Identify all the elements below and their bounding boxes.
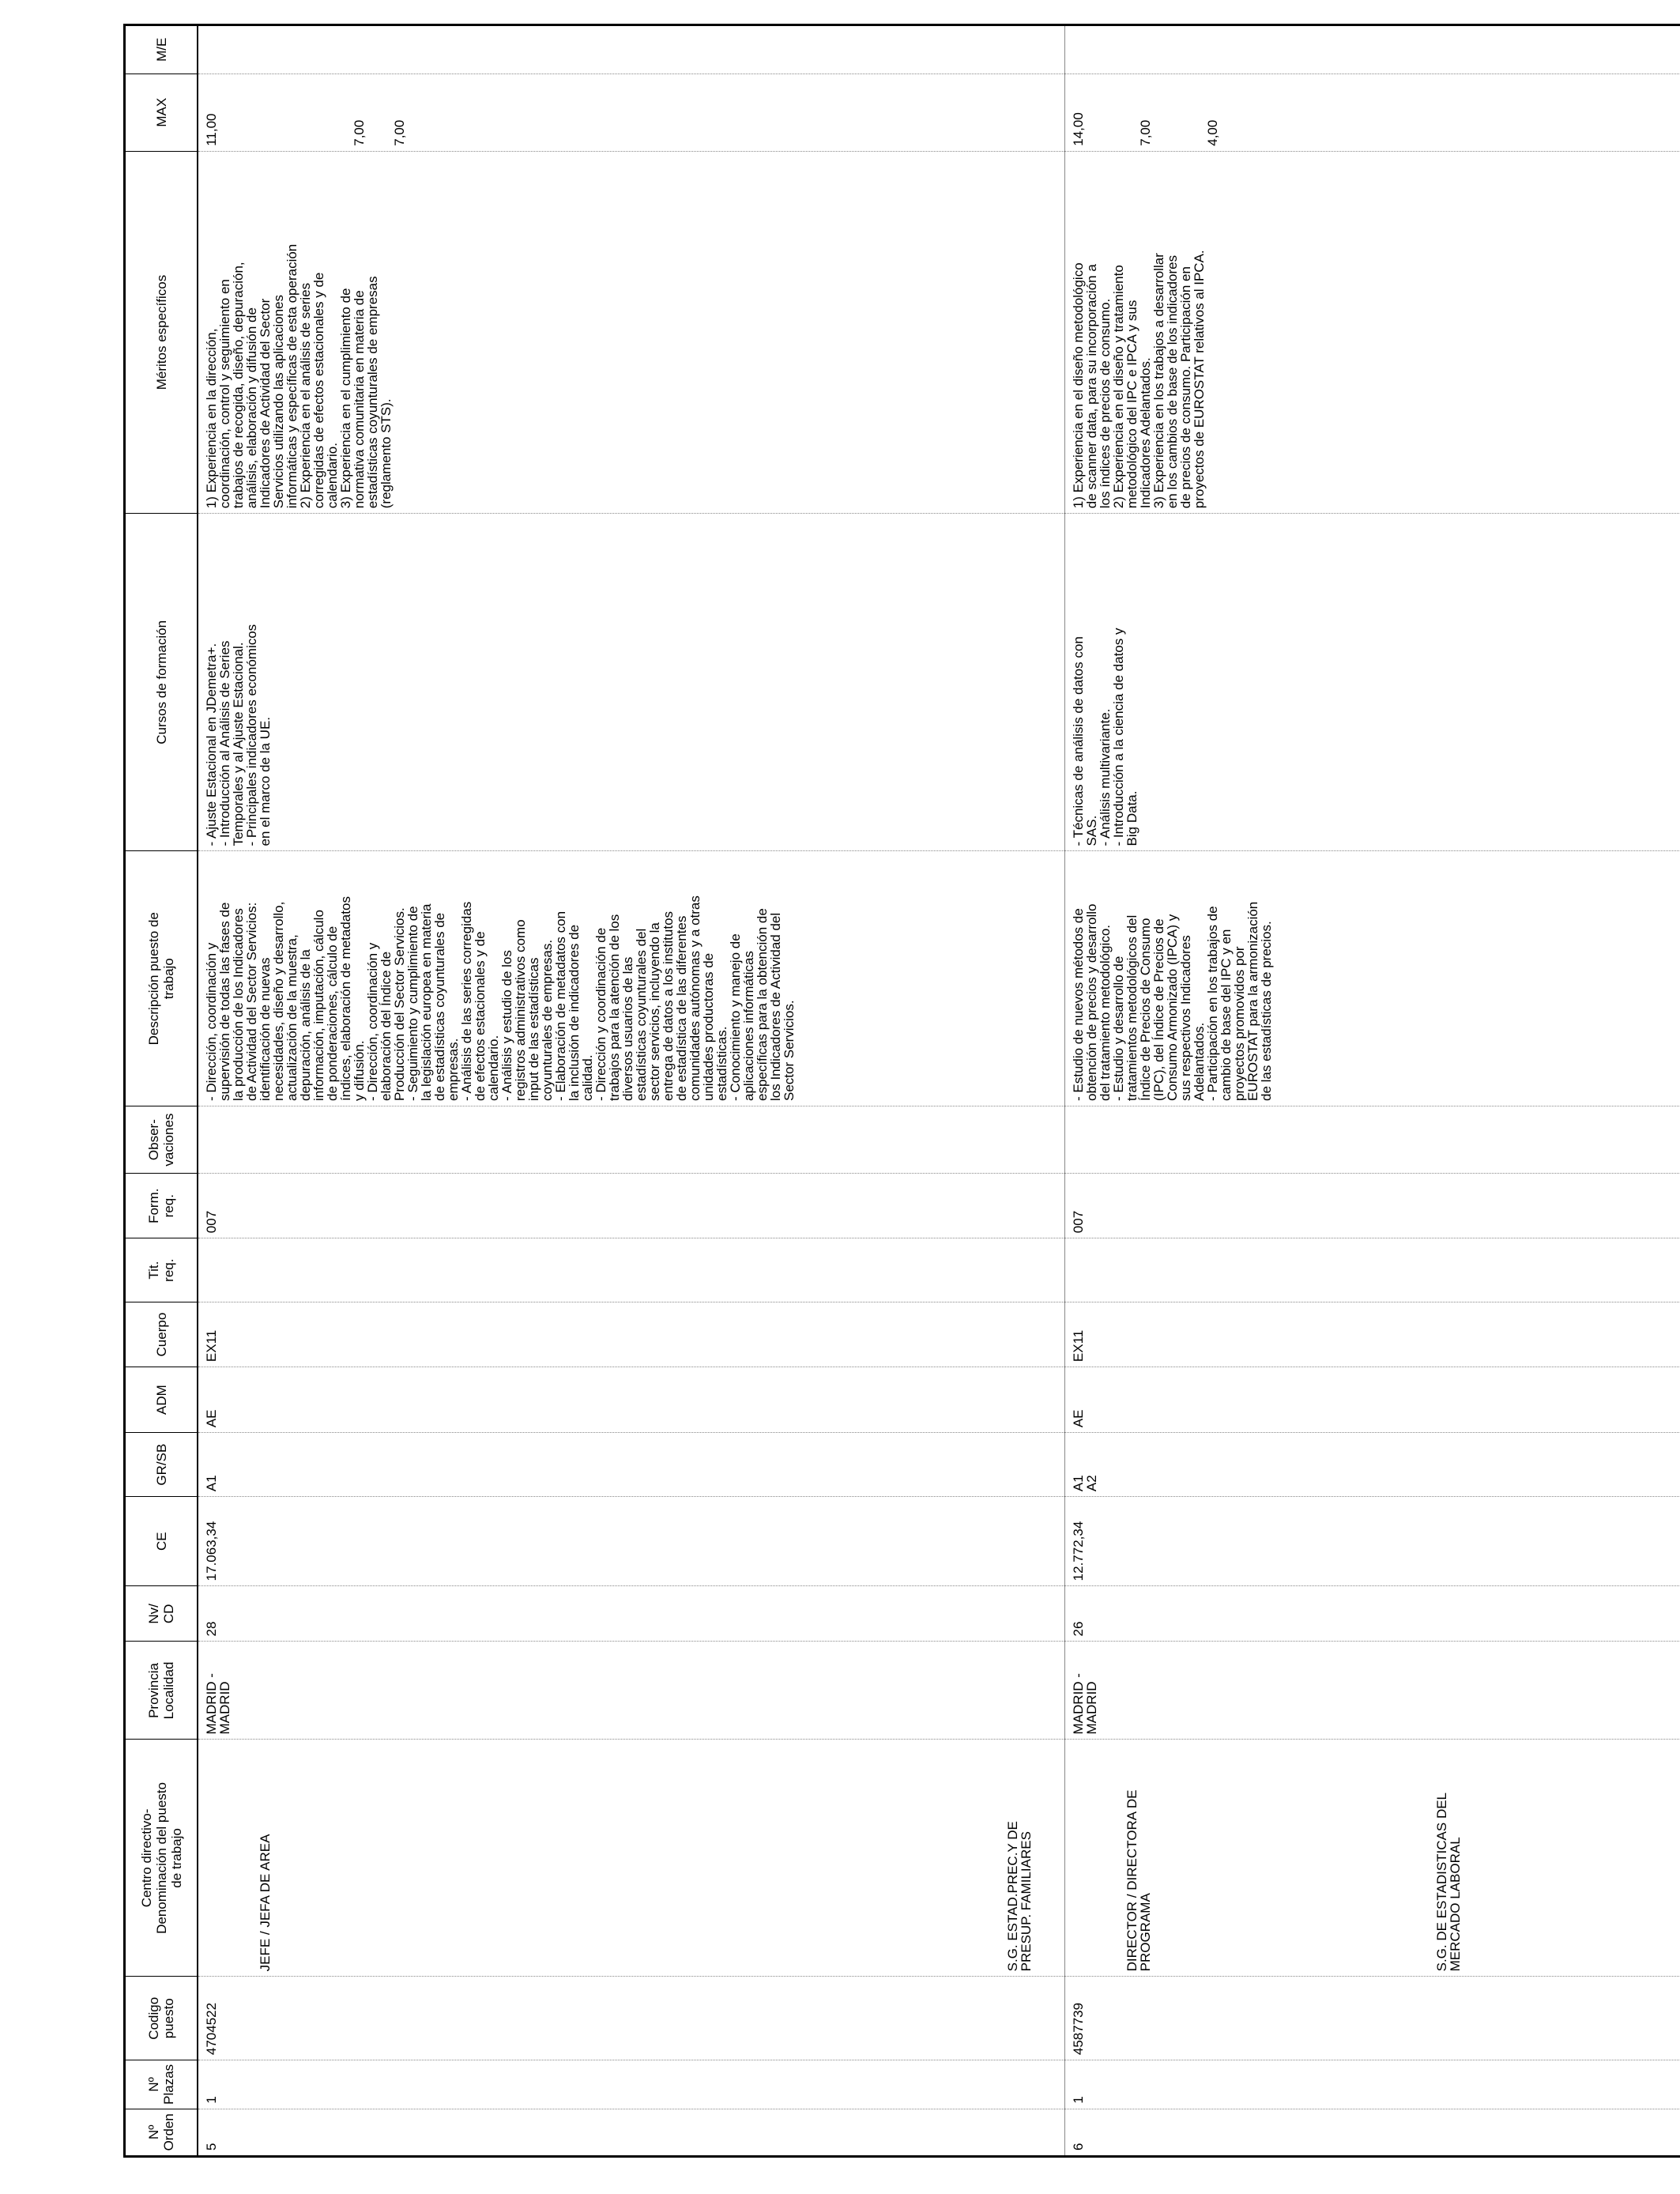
cell-cuerpo: EX11: [1065, 1302, 1680, 1367]
max-score-line: 7,00: [1138, 119, 1153, 146]
col-header-nivel: Nv/ CD: [125, 1586, 198, 1642]
max-score-line: [258, 79, 272, 146]
table-row: [198, 25, 1065, 2157]
cell-titulacion: [1065, 1238, 1680, 1302]
max-score-line: [285, 79, 299, 146]
cell-codigo: 4704522: [198, 1977, 1065, 2060]
max-score-line: [339, 79, 352, 146]
col-header-ce: CE: [125, 1497, 198, 1586]
cell-formacion: 007: [198, 1174, 1065, 1238]
cell-orden: 6: [1065, 2109, 1680, 2156]
max-score-line: [218, 79, 232, 146]
header-row: [125, 25, 198, 2157]
cell-nivel: 26: [1065, 1586, 1680, 1642]
cell-adm: AE: [1065, 1367, 1680, 1433]
max-score-line: [1125, 79, 1139, 146]
cell-nivel: 28: [198, 1586, 1065, 1642]
cell-plazas: 1: [198, 2060, 1065, 2109]
max-score-line: [232, 79, 245, 146]
cell-meritos: 1) Experiencia en el diseño metodológico de scanner data, para su incorporación a los índices de precios de consumo. 2) Experiencia en el diseño y tratamiento metodológico del IPC e IPCA y sus Indicadores Adelantados. 3) Experiencia en los trabajos a desarrollar en los cambios de base de los indicadores de precios de consumo. Participación en proyectos de EUROSTAT relativos al IPCA.: [1065, 151, 1680, 513]
max-score-line: 14,00: [1071, 112, 1086, 146]
max-score-line: [379, 79, 393, 146]
cell-provincia: MADRID - MADRID: [1065, 1642, 1680, 1740]
unit-name-text: S.G. DE ESTADISTICAS DEL MERCADO LABORAL: [1434, 1792, 1463, 1972]
col-header-orden: Nº Orden: [125, 2109, 198, 2156]
centro-block: [232, 1744, 979, 1971]
rotated-page: [123, 24, 1595, 2158]
col-header-observaciones: Obser- vaciones: [125, 1106, 198, 1174]
max-score-line: [326, 79, 339, 146]
max-score-line: [1166, 79, 1179, 146]
denominacion-text: DIRECTOR / DIRECTORA DE PROGRAMA: [1124, 1789, 1153, 1972]
cell-formacion: 007: [1065, 1174, 1680, 1238]
max-score-line: [1112, 79, 1125, 146]
max-score-line: [1192, 79, 1206, 146]
max-score-line: [312, 79, 326, 146]
cell-descripcion: - Dirección, coordinación y supervisión de todas las fases de la producción de los Indicadores de Actividad del Sector Servicios: identificación de nuevas necesidades, diseño y desarrollo, actualización de la muestra, depuración, análisis de la información, imputación, cálculo de ponderaciones, cálculo de índices, elaboración de metadatos y difusión. - Dirección, coordinación y elaboración del Índice de Producción del Sector Servicios. - Seguimiento y cumplimiento de la legislación europea en materia de estadísticas coyunturales de empresas. - Análisis de las series corregidas de efectos estacionales y de calendario. - Análisis y estudio de los registros administrativos como input de las estadísticas coyunturales de empresas. - Elaboración de metadatos con la inclusión de indicadores de calidad. - Dirección y coordinación de trabajos para la atención de los diversos usuarios de las estadísticas coyunturales del sector servicios, incluyendo la entrega de datos a los institutos de estadística de las diferentes comunidades autónomas y a otras unidades productoras de estadísticas. - Conocimiento y manejo de aplicaciones informáticas específicas para la obtención de los Indicadores de Actividad del Sector Servicios.: [198, 851, 1065, 1106]
max-score-line: 7,00: [392, 119, 407, 146]
cell-codigo: 4587739: [1065, 1977, 1680, 2060]
col-header-meritos: Méritos específicos: [125, 151, 198, 513]
unit-name-text: S.G. ESTAD.PREC.Y DE PRESUP. FAMILIARES: [1005, 1821, 1034, 1972]
col-header-provincia: Provincia Localidad: [125, 1642, 198, 1740]
col-header-descripcion: Descripción puesto de trabajo: [125, 851, 198, 1106]
col-header-grupo: GR/SB: [125, 1433, 198, 1497]
denominacion-text: JEFE / JEFA DE AREA: [258, 1834, 273, 1972]
cell-me: [198, 25, 1065, 74]
job-positions-table: [123, 24, 1680, 2158]
cell-orden: 5: [198, 2109, 1065, 2156]
cell-ce: 12.772,34: [1065, 1497, 1680, 1586]
cell-max: [1065, 74, 1680, 151]
cell-grupo: A1 A2: [1065, 1433, 1680, 1497]
col-header-cursos: Cursos de formación: [125, 514, 198, 851]
centro-block: [1098, 1744, 1408, 1971]
max-score-line: [245, 79, 258, 146]
col-header-cuerpo: Cuerpo: [125, 1302, 198, 1367]
cell-me: [1065, 25, 1680, 74]
max-score-line: 7,00: [352, 119, 367, 146]
col-header-codigo: Codigo puesto: [125, 1977, 198, 2060]
col-header-max: MAX: [125, 74, 198, 151]
cell-meritos: 1) Experiencia en la dirección, coordinación, control y seguimiento en trabajos de recogida, diseño, depuración, análisis, elaboración y difusión de Indicadores de Actividad del Sector Servicios utilizando las aplicaciones informáticas y específicas de esta operación 2) Experiencia en el análisis de series corregidas de efectos estacionales y de calendario. 3) Experiencia en el cumplimiento de normativa comunitaria en materia de estadísticas coyunturales de empresas (reglamento STS).: [198, 151, 1065, 513]
max-score-line: [299, 79, 312, 146]
cell-descripcion: - Estudio de nuevos métodos de obtención de precios y desarrollo del tratamiento metodológico. - Estudio y desarrollo de tratamientos metodológicos del Índice de Precios de Consumo (IPC), del Índice de Precios de Consumo Armonizado (IPCA) y sus respectivos Indicadores Adelantados. - Participación en los trabajos de cambio de base del IPC y en proyectos promovidos por EUROSTAT para la armonización de las estadísticas de precios.: [1065, 851, 1680, 1106]
col-header-formacion: Form. req.: [125, 1174, 198, 1238]
cell-titulacion: [198, 1238, 1065, 1302]
cell-provincia: MADRID - MADRID: [198, 1642, 1065, 1740]
col-header-titulacion: Tit. req.: [125, 1238, 198, 1302]
cell-ce: 17.063,34: [198, 1497, 1065, 1586]
max-score-line: [366, 79, 379, 146]
max-score-line: 11,00: [204, 113, 219, 146]
cell-observaciones: [198, 1106, 1065, 1174]
col-header-me: M/E: [125, 25, 198, 74]
max-score-line: [1085, 79, 1098, 146]
cell-cuerpo: EX11: [198, 1302, 1065, 1367]
max-score-line: 4,00: [1205, 119, 1220, 146]
cell-cursos: - Ajuste Estacional en JDemetra+. - Introducción al Análisis de Series Temporales y al Ajuste Estacional. - Principales indicadores económicos en el marco de la UE.: [198, 514, 1065, 851]
cell-grupo: A1: [198, 1433, 1065, 1497]
col-header-adm: ADM: [125, 1367, 198, 1433]
table-row: [1065, 25, 1680, 2157]
cell-centro: [198, 1740, 1065, 1977]
cell-cursos: - Técnicas de análisis de datos con SAS. - Análisis multivariante. - Introducción a la ciencia de datos y Big Data.: [1065, 514, 1680, 851]
col-header-centro: Centro directivo- Denominación del puesto de trabajo: [125, 1740, 198, 1977]
cell-centro: [1065, 1740, 1680, 1977]
cell-plazas: 1: [1065, 2060, 1680, 2109]
max-score-line: [272, 79, 285, 146]
col-header-plazas: Nº Plazas: [125, 2060, 198, 2109]
cell-adm: AE: [198, 1367, 1065, 1433]
max-score-line: [1098, 79, 1112, 146]
cell-max: [198, 74, 1065, 151]
max-score-line: [1179, 79, 1192, 146]
max-score-line: [1152, 79, 1166, 146]
cell-observaciones: [1065, 1106, 1680, 1174]
